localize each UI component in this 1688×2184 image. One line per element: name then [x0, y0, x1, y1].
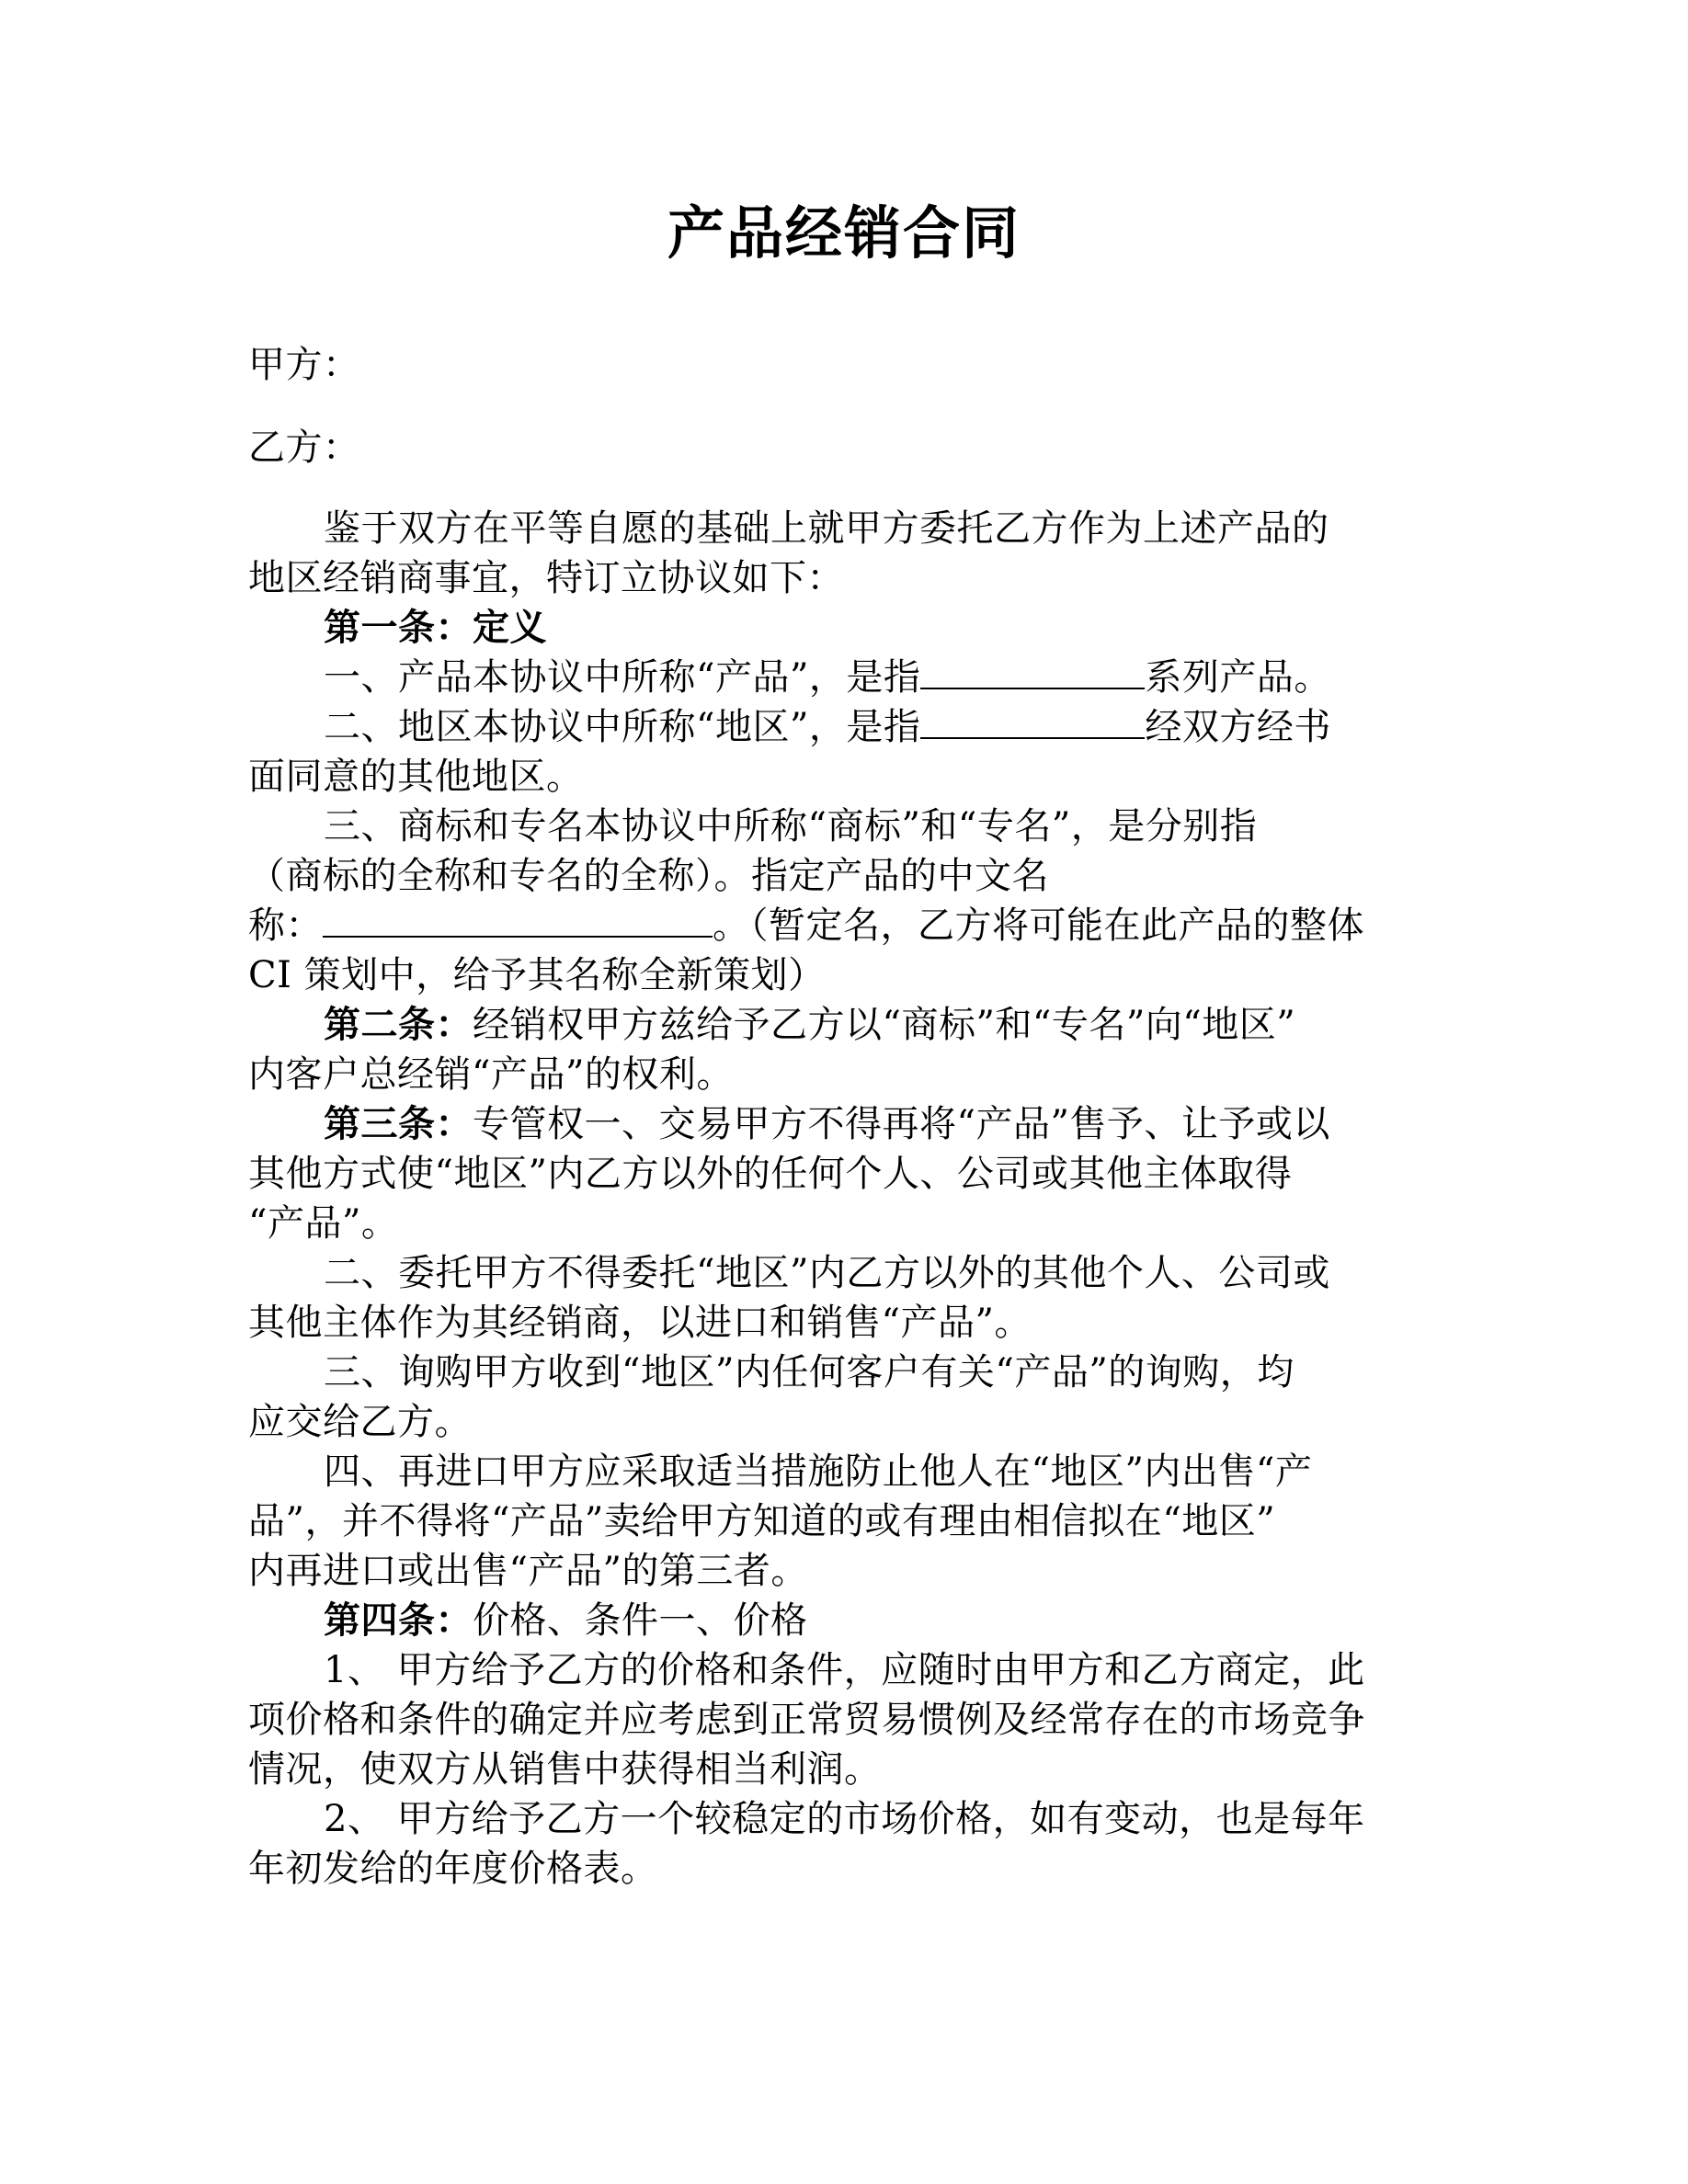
article-4-text: 价格、条件一、价格: [473, 1599, 808, 1642]
article-2-line-2: 内客户总经销“产品”的权利。: [248, 1053, 734, 1096]
article-3-item-4-line-1: 四、再进口甲方应采取适当措施防止他人在“地区”内出售“产: [324, 1450, 1313, 1493]
article-3-item-4-line-2: 品”，并不得将“产品”卖给甲方知道的或有理由相信拟在“地区”: [248, 1500, 1276, 1542]
article-1-item-3-line-3: [248, 901, 1364, 950]
intro-line-1: 鉴于双方在平等自愿的基础上就甲方委托乙方作为上述产品的: [324, 507, 1329, 550]
article-1-item-2: [324, 702, 1331, 752]
article-1-item-3-line-4: CI 策划中，给予其名称全新策划）: [248, 954, 826, 996]
article-4-p1-line-2: 项价格和条件的确定并应考虑到正常贸易惯例及经常存在的市场竞争: [248, 1699, 1365, 1741]
intro-line-2: 地区经销商事宜，特订立协议如下：: [248, 557, 844, 599]
article-1-item-2-cont: 面同意的其他地区。: [248, 756, 584, 798]
article-4-p2-line-2: 年初发给的年度价格表。: [248, 1848, 658, 1890]
region-blank: [920, 702, 1145, 739]
product-series-blank: [920, 653, 1145, 689]
article-2-line-1: [324, 1000, 1295, 1050]
item-3-text-before: 称：: [248, 904, 323, 947]
article-3-item-4-line-3: 内再进口或出售“产品”的第三者。: [248, 1550, 808, 1592]
article-4-p1-line-3: 情况，使双方从销售中获得相当利润。: [248, 1748, 882, 1791]
item-1-text-after: 系列产品。: [1145, 656, 1331, 699]
chinese-name-blank: [323, 901, 713, 938]
article-3-line-3: “产品”。: [248, 1202, 399, 1245]
article-4-p2-line-1: 2、 甲方给予乙方一个较稳定的市场价格，如有变动，也是每年: [324, 1798, 1365, 1840]
article-4-line-1: [324, 1596, 808, 1645]
article-1-item-3-line-1: 三、商标和专名本协议中所称“商标”和“专名”，是分别指: [324, 805, 1258, 847]
article-1-item-1: [324, 653, 1331, 702]
article-3-text: 专管权一、交易甲方不得再将“产品”售予、让予或以: [473, 1103, 1330, 1145]
article-3-heading: 第三条：: [324, 1102, 473, 1145]
page-title: 产品经销合同: [667, 199, 1021, 267]
article-1-item-3-line-2: （商标的全称和专名的全称）。指定产品的中文名: [248, 855, 1049, 897]
party-a-label: 甲方：: [248, 344, 360, 386]
item-2-text-after: 经双方经书: [1145, 706, 1331, 748]
article-4-p1-line-1: 1、 甲方给予乙方的价格和条件，应随时由甲方和乙方商定，此: [324, 1649, 1365, 1691]
article-3-item-3-line-2: 应交给乙方。: [248, 1401, 472, 1443]
article-2-heading: 第二条：: [324, 1003, 473, 1046]
article-3-line-2: 其他方式使“地区”内乙方以外的任何个人、公司或其他主体取得: [248, 1153, 1293, 1195]
article-3-item-3-line-1: 三、询购甲方收到“地区”内任何客户有关“产品”的询购，均: [324, 1351, 1295, 1393]
article-3-line-1: [324, 1099, 1330, 1149]
item-2-text-before: 二、地区本协议中所称“地区”，是指: [324, 706, 921, 748]
article-4-heading: 第四条：: [324, 1598, 473, 1642]
item-3-text-after: 。（暂定名，乙方将可能在此产品的整体: [713, 904, 1364, 947]
article-3-item-2-line-1: 二、委托甲方不得委托“地区”内乙方以外的其他个人、公司或: [324, 1252, 1330, 1294]
article-3-item-2-line-2: 其他主体作为其经销商，以进口和销售“产品”。: [248, 1302, 1032, 1344]
item-1-text-before: 一、产品本协议中所称“产品”，是指: [324, 656, 921, 699]
article-2-text: 经销权甲方兹给予乙方以“商标”和“专名”向“地区”: [473, 1004, 1296, 1046]
party-b-label: 乙方：: [248, 427, 360, 469]
article-1-heading: 第一条：定义: [324, 606, 547, 649]
